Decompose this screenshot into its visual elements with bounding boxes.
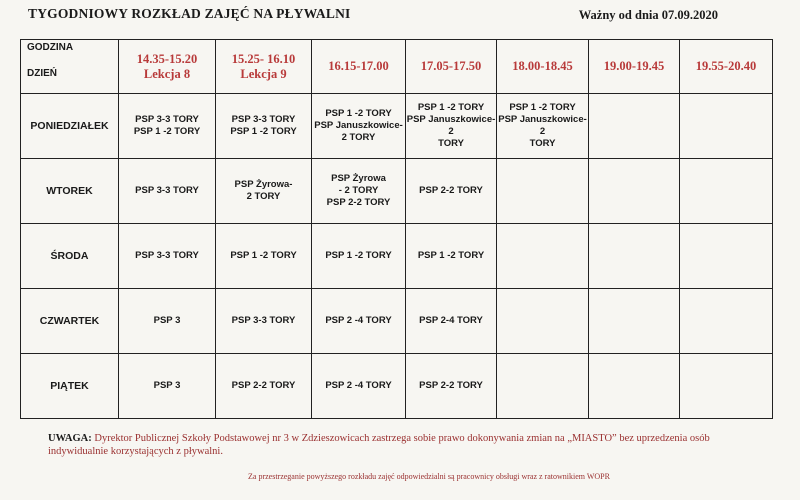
day-label: DZIEŃ (27, 68, 57, 79)
cell-line: 2 TORY (341, 132, 376, 143)
cell-line: PSP 1 -2 TORY (230, 126, 297, 137)
cell-line: PSP Januszkowice- (314, 120, 403, 131)
cell-line: PSP 1 -2 TORY (133, 126, 201, 137)
schedule-cell (312, 354, 406, 419)
time-header-5 (497, 40, 589, 94)
schedule-cell (119, 94, 216, 159)
cell-line: PSP 2 -4 TORY (325, 380, 392, 391)
time-header-3 (312, 40, 406, 94)
day-name: PIĄTEK (21, 354, 119, 419)
page-title: TYGODNIOWY ROZKŁAD ZAJĘĆ NA PŁYWALNI (28, 6, 351, 21)
cell-line: PSP 2-2 TORY (231, 380, 296, 391)
cell-line: TORY (529, 138, 556, 149)
cell-line: PSP 3-3 TORY (135, 250, 199, 261)
schedule-cell (312, 159, 406, 224)
time-range: 16.15-17.00 (328, 59, 389, 73)
cell-line: PSP 1 -2 TORY (509, 102, 576, 113)
cell-line: PSP Januszkowice-2 (498, 114, 587, 137)
schedule-cell (406, 224, 497, 289)
schedule-cell (312, 289, 406, 354)
cell-line: 2 TORY (246, 191, 281, 202)
schedule-cell (216, 94, 312, 159)
lesson-label: Lekcja 8 (143, 66, 191, 81)
cell-line: PSP 3-3 TORY (135, 185, 199, 196)
cell-line: PSP 1 -2 TORY (417, 102, 485, 113)
day-row (21, 289, 773, 354)
schedule-cell (589, 354, 680, 419)
schedule-cell (406, 289, 497, 354)
time-range: 17.05-17.50 (420, 59, 482, 73)
schedule-cell (216, 354, 312, 419)
cell-line: PSP 2-2 TORY (419, 380, 483, 391)
schedule-cell (589, 159, 680, 224)
schedule-cell (680, 94, 773, 159)
schedule-cell (119, 159, 216, 224)
hour-label: GODZINA (27, 42, 74, 53)
cell-line: PSP 1 -2 TORY (417, 250, 485, 261)
schedule-cell (312, 94, 406, 159)
schedule-cell (216, 224, 312, 289)
cell-line: PSP 1 -2 TORY (230, 250, 297, 261)
cell-line: PSP 3 (153, 380, 181, 391)
schedule-cell (680, 224, 773, 289)
schedule-cell (589, 224, 680, 289)
header-row (21, 40, 773, 94)
schedule-cell (497, 354, 589, 419)
cell-line: PSP Żyrowa (331, 173, 386, 184)
schedule-cell (680, 289, 773, 354)
cell-line: PSP 1 -2 TORY (325, 250, 392, 261)
note-text: Dyrektor Publicznej Szkoły Podstawowej nr 3 w Zdzieszowicach zastrzega sobie prawo dokonywania zmian na „MIASTO” bez uprzedzenia osób indywidualnie korzystających z pływalni. (48, 433, 710, 457)
note (48, 432, 748, 458)
time-header-7 (680, 40, 773, 94)
corner-header-cell (21, 40, 119, 94)
day-name: CZWARTEK (21, 289, 119, 354)
schedule-cell (589, 94, 680, 159)
note-label: UWAGA: (48, 433, 92, 444)
day-name: ŚRODA (21, 224, 119, 289)
schedule-cell (680, 159, 773, 224)
schedule-cell (406, 94, 497, 159)
day-row (21, 159, 773, 224)
schedule-cell (406, 354, 497, 419)
schedule-cell (406, 159, 497, 224)
schedule-cell (497, 159, 589, 224)
cell-line: PSP Januszkowice-2 (406, 114, 496, 137)
cell-line: PSP 2-4 TORY (419, 315, 483, 326)
cell-line: PSP 3-3 TORY (231, 114, 296, 125)
schedule-cell (119, 354, 216, 419)
cell-line: - 2 TORY (338, 185, 379, 196)
schedule-cell (312, 224, 406, 289)
schedule-cell (680, 354, 773, 419)
valid-from-date: Ważny od dnia 07.09.2020 (578, 8, 718, 22)
day-name: PONIEDZIAŁEK (21, 94, 119, 159)
day-row (21, 94, 773, 159)
schedule-cell (497, 94, 589, 159)
schedule-cell (119, 289, 216, 354)
responsibility-note: Za przestrzeganie powyższego rozkładu zajęć odpowiedzialni są pracownicy obsługi wraz z ratownikiem WOPR (248, 472, 610, 481)
cell-line: PSP 2 -4 TORY (325, 315, 392, 326)
time-header-6 (589, 40, 680, 94)
time-range: 18.00-18.45 (512, 59, 573, 73)
cell-line: PSP 2-2 TORY (419, 185, 483, 196)
schedule-cell (216, 289, 312, 354)
lesson-label: Lekcja 9 (240, 66, 287, 81)
schedule-cell (497, 289, 589, 354)
cell-line: PSP Żyrowa- (234, 179, 293, 190)
cell-line: TORY (438, 138, 464, 149)
time-header-4 (406, 40, 497, 94)
cell-line: PSP 3-3 TORY (231, 315, 296, 326)
cell-line: PSP 3 (153, 315, 181, 326)
time-range: 15.25- 16.10 (231, 51, 296, 66)
cell-line: PSP 1 -2 TORY (325, 108, 392, 119)
schedule-cell (119, 224, 216, 289)
time-header-1 (119, 40, 216, 94)
schedule-cell (589, 289, 680, 354)
schedule-cell (216, 159, 312, 224)
day-row (21, 354, 773, 419)
schedule-cell (497, 224, 589, 289)
day-row (21, 224, 773, 289)
day-name: WTOREK (21, 159, 119, 224)
schedule-table (20, 39, 773, 419)
cell-line: PSP 2-2 TORY (326, 197, 391, 208)
time-range: 14.35-15.20 (136, 51, 198, 66)
time-header-2 (216, 40, 312, 94)
cell-line: PSP 3-3 TORY (135, 114, 199, 125)
time-range: 19.00-19.45 (603, 59, 665, 73)
time-range: 19.55-20.40 (695, 59, 757, 73)
